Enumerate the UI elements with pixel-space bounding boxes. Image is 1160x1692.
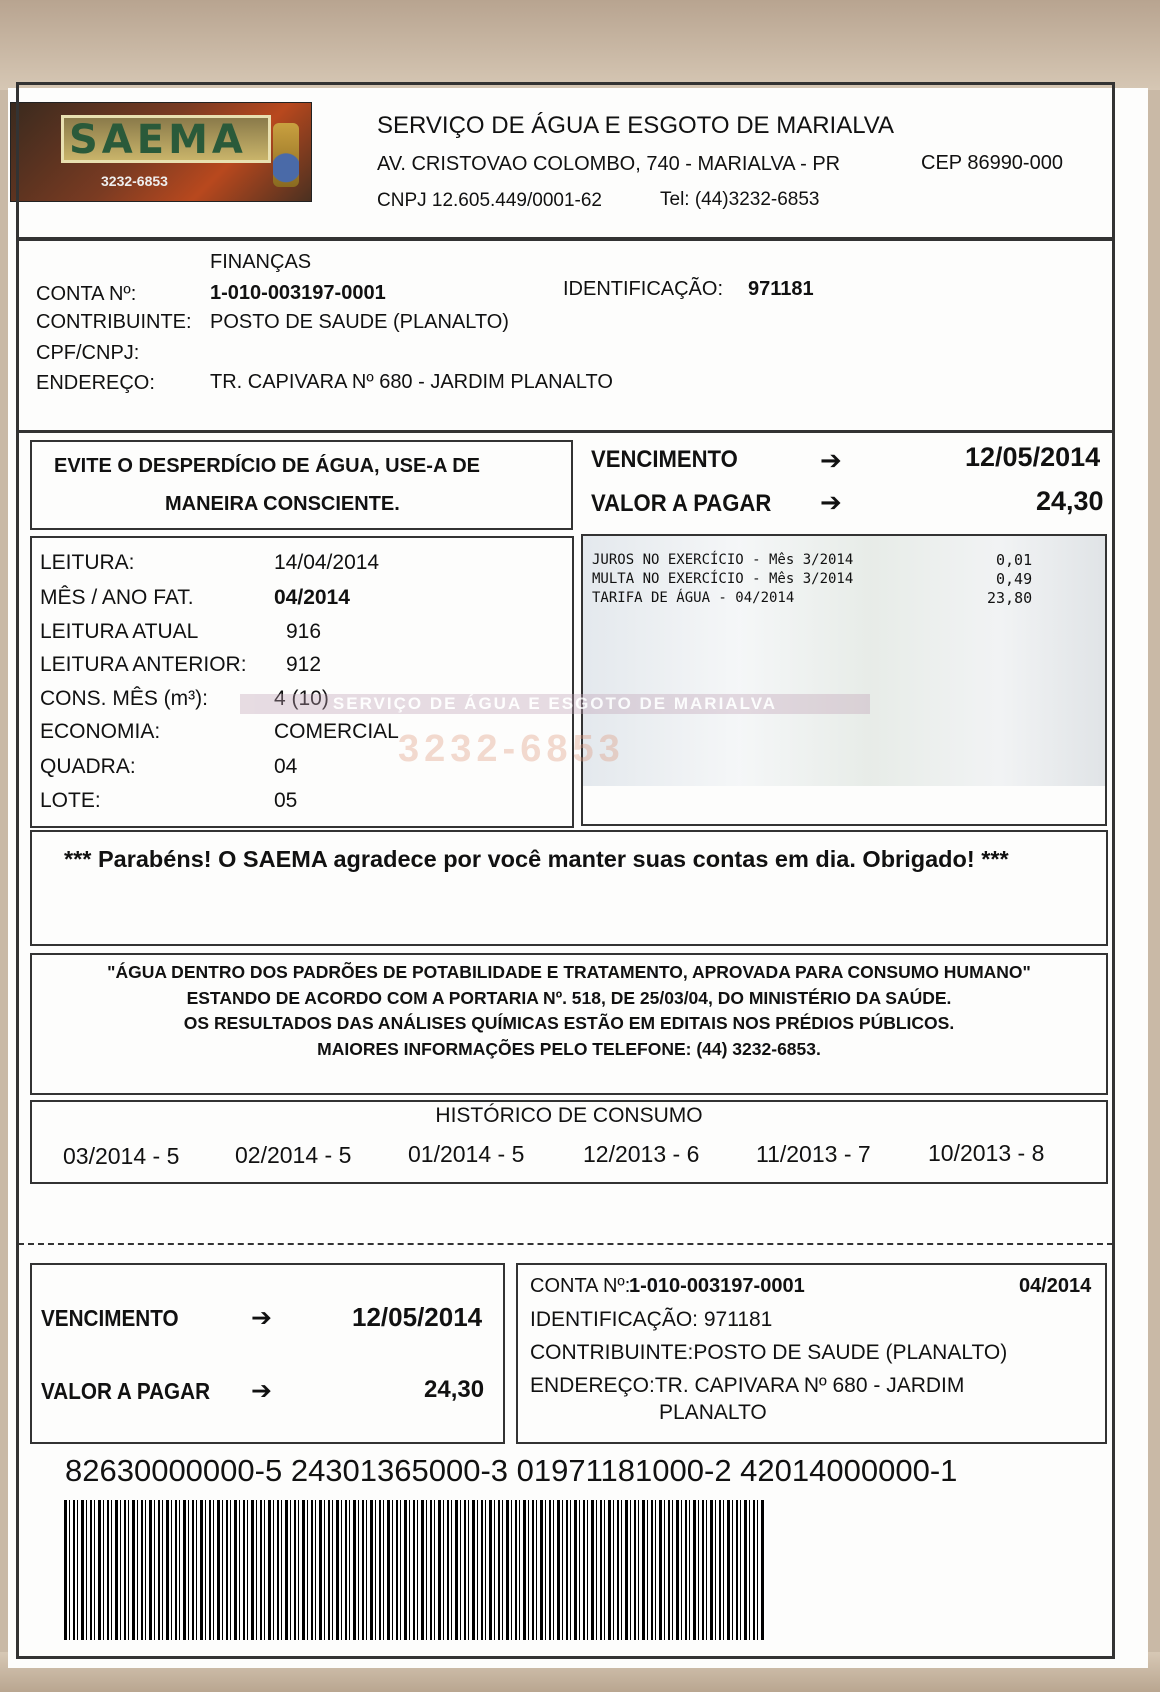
stub-end-line1: ENDEREÇO:TR. CAPIVARA Nº 680 - JARDIM	[530, 1374, 965, 1397]
scan-top-band	[0, 0, 1160, 90]
dept-label: FINANÇAS	[210, 251, 312, 273]
charge-value: 0,01	[996, 551, 1033, 569]
reading-value: 04	[274, 755, 298, 778]
stub-end-line2: PLANALTO	[659, 1401, 767, 1424]
stub-month: 04/2014	[1019, 1275, 1092, 1297]
contrib-value: POSTO DE SAUDE (PLANALTO)	[210, 311, 509, 333]
valor-label: VALOR A PAGAR	[591, 490, 772, 517]
conta-label: CONTA Nº:	[36, 283, 137, 305]
reading-label: LEITURA:	[40, 551, 135, 574]
stub-venc-arrow-icon: ➔	[251, 1303, 272, 1332]
stub-conta-value: 1-010-003197-0001	[629, 1275, 805, 1297]
org-cnpj: CNPJ 12.605.449/0001-62	[377, 190, 602, 211]
logo-phone: 3232-6853	[101, 173, 168, 189]
watermark-band: SERVIÇO DE ÁGUA E ESGOTO DE MARIALVA	[240, 694, 870, 714]
reading-value: 14/04/2014	[274, 551, 380, 574]
history-item: 12/2013 - 6	[583, 1141, 700, 1167]
quality-line: MAIORES INFORMAÇÕES PELO TELEFONE: (44) 3232-6853.	[317, 1039, 821, 1059]
stub-valor-label: VALOR A PAGAR	[41, 1378, 211, 1404]
stub-venc-value: 12/05/2014	[352, 1302, 483, 1332]
org-address: AV. CRISTOVAO COLOMBO, 740 - MARIALVA - PR	[377, 153, 841, 175]
notice-line1: EVITE O DESPERDÍCIO DE ÁGUA, USE-A DE	[54, 455, 480, 477]
notice-line2: MANEIRA CONSCIENTE.	[165, 493, 400, 515]
stub-conta-label: CONTA Nº:	[530, 1275, 631, 1297]
thanks-message: *** Parabéns! O SAEMA agradece por você manter suas contas em dia. Obrigado! ***	[64, 846, 1009, 872]
history-item: 02/2014 - 5	[235, 1142, 352, 1168]
quality-line: ESTANDO DE ACORDO COM A PORTARIA Nº. 518, DE 25/03/04, DO MINISTÉRIO DA SAÚDE.	[186, 988, 952, 1008]
charge-desc: TARIFA DE ÁGUA - 04/2014	[592, 590, 795, 606]
ident-value: 971181	[748, 278, 814, 300]
stub-valor-arrow-icon: ➔	[251, 1376, 272, 1405]
reading-label: MÊS / ANO FAT.	[40, 586, 194, 609]
end-label: ENDEREÇO:	[36, 372, 155, 394]
quality-line: "ÁGUA DENTRO DOS PADRÕES DE POTABILIDADE E TRATAMENTO, APROVADA PARA CONSUMO HUMANO"	[107, 962, 1031, 982]
reading-label: QUADRA:	[40, 755, 136, 778]
history-item: 03/2014 - 5	[63, 1143, 180, 1169]
watermark-phone: 3232-6853	[398, 728, 625, 770]
reading-value: 05	[274, 789, 298, 812]
contrib-label: CONTRIBUINTE:	[36, 311, 192, 333]
history-item: 11/2013 - 7	[756, 1141, 871, 1167]
venc-value: 12/05/2014	[965, 442, 1101, 472]
org-tel: Tel: (44)3232-6853	[660, 189, 820, 210]
org-name: SERVIÇO DE ÁGUA E ESGOTO DE MARIALVA	[377, 112, 895, 139]
end-value: TR. CAPIVARA Nº 680 - JARDIM PLANALTO	[210, 371, 613, 393]
stub-contrib: CONTRIBUINTE:POSTO DE SAUDE (PLANALTO)	[530, 1341, 1008, 1364]
cpf-label: CPF/CNPJ:	[36, 342, 140, 364]
venc-label: VENCIMENTO	[591, 446, 738, 473]
reading-value: 912	[286, 653, 322, 676]
stub-venc-label: VENCIMENTO	[41, 1305, 179, 1331]
reading-value: 4 (10)	[274, 687, 329, 710]
reading-label: ECONOMIA:	[40, 720, 161, 743]
reading-label: CONS. MÊS (m³):	[40, 687, 208, 710]
org-cep: CEP 86990-000	[921, 152, 1063, 174]
reading-value: 04/2014	[274, 586, 350, 609]
barcode-digits: 82630000000-5 24301365000-3 01971181000-2 42014000000-1	[65, 1453, 958, 1488]
ident-label: IDENTIFICAÇÃO:	[563, 278, 724, 300]
history-item: 10/2013 - 8	[928, 1140, 1045, 1166]
valor-arrow-icon: ➔	[820, 488, 842, 518]
history-title: HISTÓRICO DE CONSUMO	[435, 1104, 703, 1127]
valor-value: 24,30	[1036, 486, 1104, 516]
reading-value: COMERCIAL	[274, 720, 399, 743]
reading-label: LOTE:	[40, 789, 101, 812]
stub-valor-value: 24,30	[424, 1376, 485, 1403]
stub-ident: IDENTIFICAÇÃO: 971181	[530, 1308, 773, 1331]
charge-desc: JUROS NO EXERCÍCIO - Mês 3/2014	[592, 552, 854, 568]
reading-label: LEITURA ATUAL	[40, 620, 199, 643]
reading-value: 916	[286, 620, 322, 643]
reading-label: LEITURA ANTERIOR:	[40, 653, 247, 676]
history-item: 01/2014 - 5	[408, 1141, 525, 1167]
charge-desc: MULTA NO EXERCÍCIO - Mês 3/2014	[592, 571, 854, 587]
logo-text: SAEMA	[69, 117, 247, 163]
quality-line: OS RESULTADOS DAS ANÁLISES QUÍMICAS ESTÃO EM EDITAIS NOS PRÉDIOS PÚBLICOS.	[183, 1013, 955, 1033]
charge-value: 0,49	[996, 570, 1033, 588]
conta-value: 1-010-003197-0001	[210, 282, 386, 304]
charge-value: 23,80	[987, 589, 1033, 607]
sheet-outer-border	[16, 82, 1115, 1659]
venc-arrow-icon: ➔	[820, 446, 842, 476]
